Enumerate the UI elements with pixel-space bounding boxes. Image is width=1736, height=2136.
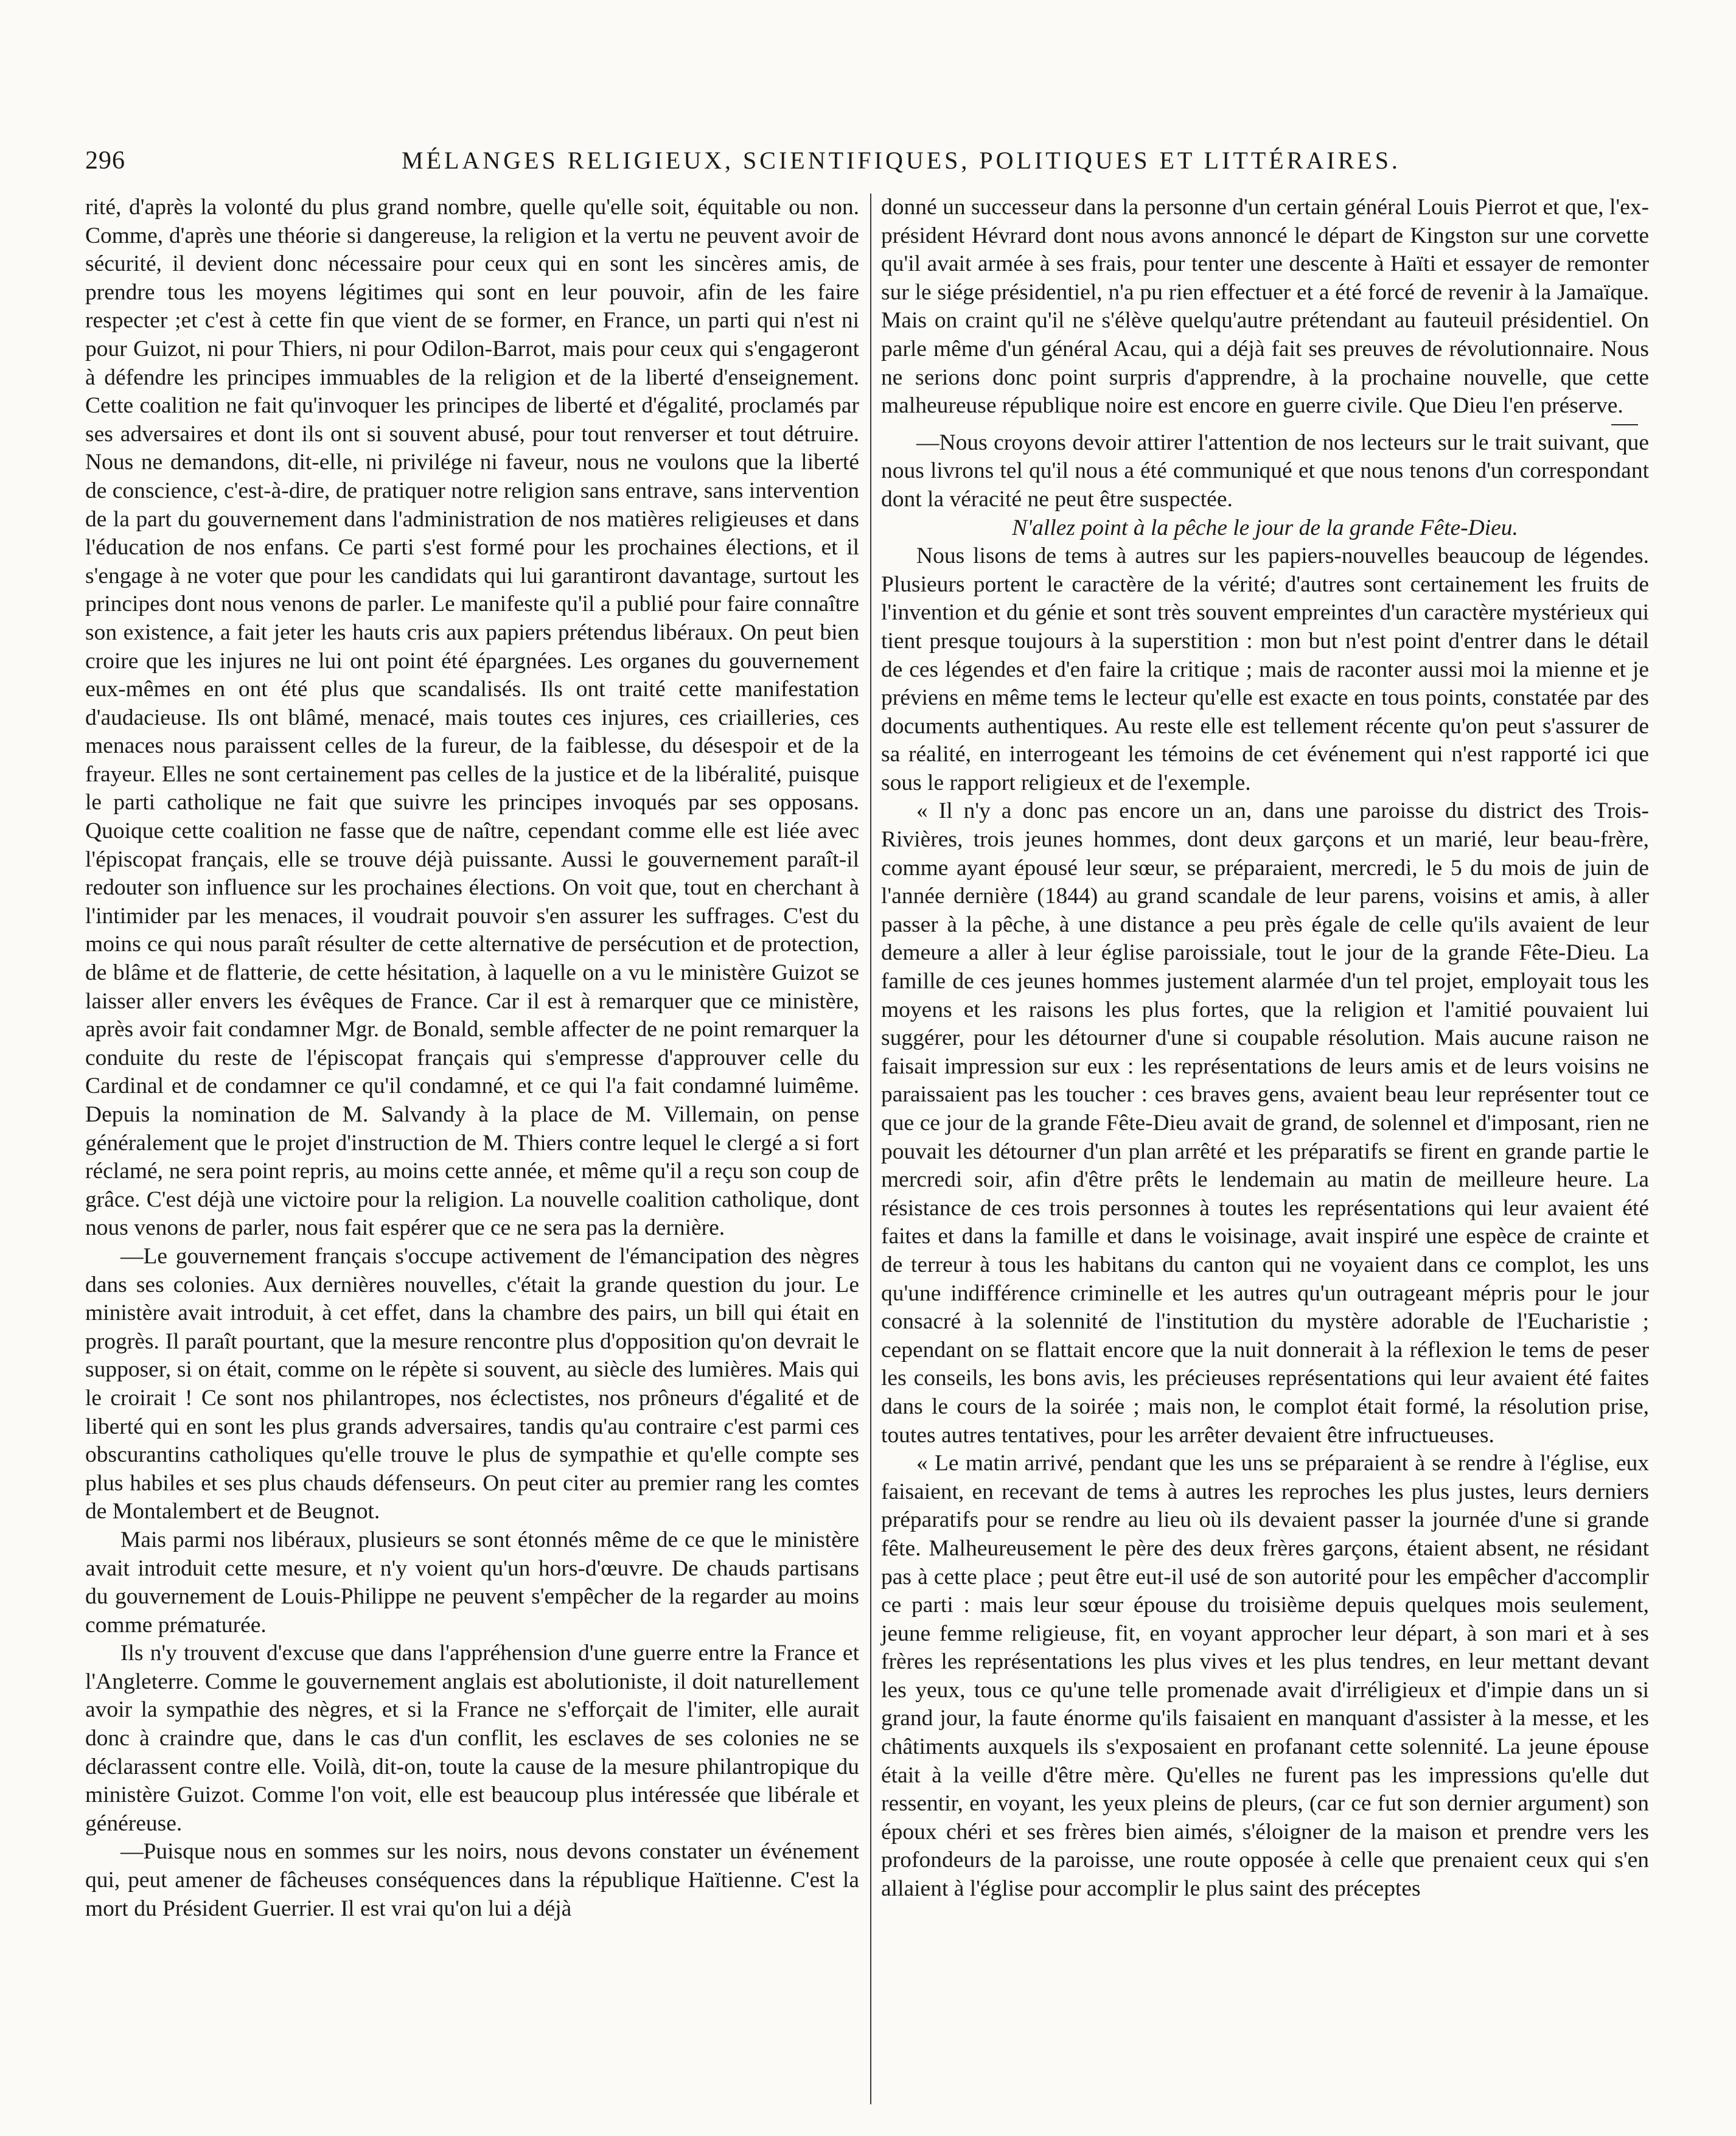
page-header <box>85 146 1643 183</box>
paragraph: Ils n'y trouvent d'excuse que dans l'appréhension d'une guerre entre la France et l'Angleterre. Comme le gouvernement anglais est abolutioniste, il doit naturellement avoir la sympathie des nègres, et si la France ne s'efforçait de l'imiter, elle aurait donc à craindre que, dans le cas d'un conflit, les esclaves de ses colonies ne se déclarassent contre elle. Voilà, dit-on, toute la cause de la mesure philantropique du ministère Guizot. Comme l'on voit, elle est beaucoup plus intéressée que libérale et généreuse. <box>85 1641 859 1836</box>
right-column <box>881 194 1649 1904</box>
story-title: N'allez point à la pêche le jour de la grande Fête-Dieu. <box>1012 515 1518 540</box>
paragraph: donné un successeur dans la personne d'un certain général Louis Pierrot et que, l'ex-président Hévrard dont nous avons annoncé le départ de Kingston sur une corvette qu'il avait armée à ses frais, pour tenter une descente à Haïti et essayer de remonter sur le siége présidentiel, n'a pu rien effectuer et a été forcé de revenir à la Jamaïque. Mais on craint qu'il ne s'élève quelqu'autre prétendant au fauteuil présidentiel. On parle même d'un général Acau, qui a déjà fait ses preuves de révolutionnaire. Nous ne serions donc point surpris d'apprendre, à la prochaine nouvelle, que cette malheureuse république noire est encore en guerre civile. Que Dieu l'en préserve. <box>881 195 1649 419</box>
paragraph: « Le matin arrivé, pendant que les uns se préparaient à se rendre à l'église, eux faisaient, en recevant de tems à autres les reproches les plus justes, leurs derniers préparatifs pour se rendre au lieu où ils devaient passer la journée d'une si grande fête. Malheureusement le père des deux frères garçons, étaient absent, ne résidant pas à cette place ; peut être eut-il usé de son autorité pour les empêcher d'accomplir ce parti : mais leur sœur épouse du troisième depuis quelques mois seulement, jeune femme religieuse, fit, en voyant approcher leur départ, à son mari et à ses frères les représentations les plus vives et les plus tendres, en leur mettant devant les yeux, tous ce qu'une telle promenade avait d'irréligieux et d'impie dans un si grand jour, la faute énorme qu'ils faisaient en manquant d'assister à la messe, et les châtiments auxquels ils s'exposaient en profanant cette solennité. La jeune épouse était à la veille d'être mère. Qu'elles ne furent pas les impressions qu'elle dut ressentir, en voyant, les yeux pleins de pleurs, (car ce fut son dernier argument) son époux chéri et ses frères bien aimés, s'éloigner de la maison et prendre vers les profondeurs de la paroisse, une route opposée à celle que prenaient ceux qui s'en allaient à l'église pour accomplir le plus saint des préceptes <box>881 1451 1649 1902</box>
running-title: MÉLANGES RELIGIEUX, SCIENTIFIQUES, POLITIQUES ET LITTÉRAIRES. <box>402 147 1401 174</box>
paragraph: Mais parmi nos libéraux, plusieurs se sont étonnés même de ce que le ministère avait introduit cette mesure, et n'y voient qu'un hors-d'œuvre. De chauds partisans du gouvernement de Louis-Philippe ne peuvent s'empêcher de la regarder au moins comme prématurée. <box>85 1527 859 1638</box>
paragraph: —Nous croyons devoir attirer l'attention de nos lecteurs sur le trait suivant, que nous livrons tel qu'il nous a été communiqué et que nous tenons d'un correspondant dont la véracité ne peut être suspectée. <box>881 430 1649 512</box>
section-divider <box>1611 424 1638 425</box>
paragraph: rité, d'après la volonté du plus grand nombre, quelle qu'elle soit, équitable ou non. Comme, d'après une théorie si dangereuse, la religion et la vertu ne peuvent avoir de sécurité, il devient donc nécessaire pour ceux qui en sont les sincères amis, de prendre tous les moyens légitimes qui sont en leur pouvoir, afin de les faire respecter ;et c'est à cette fin que vient de se former, en France, un parti qui n'est ni pour Guizot, ni pour Thiers, ni pour Odilon-Barrot, mais pour ceux qui s'engageront à défendre les principes immuables de la religion et de la liberté d'enseignement. Cette coalition ne fait qu'invoquer les principes de liberté et d'égalité, proclamés par ses adversaires et dont ils ont si souvent abusé, pour tout renverser et tout détruire. Nous ne demandons, dit-elle, ni privilége ni faveur, nous ne voulons que la liberté de conscience, c'est-à-dire, de pratiquer notre religion sans entrave, sans intervention de la part du gouvernement dans l'administration de nos matières religieuses et dans l'éducation de nos enfans. Ce parti s'est formé pour les prochaines élections, et il s'engage à ne voter que pour les candidats qui lui garantiront davantage, surtout les principes dont nous venons de parler. Le manifeste qu'il a publié pour faire connaître son existence, a fait jeter les hauts cris aux papiers prétendus libéraux. On peut bien croire que les injures ne lui ont point été épargnées. Les organes du gouvernement eux-mêmes en ont été plus que scandalisés. Ils ont traité cette manifestation d'audacieuse. Ils ont blâmé, menacé, mais toutes ces injures, ces criailleries, ces menaces nous paraissent celles de la fureur, de la faiblesse, du désespoir et de la frayeur. Elles ne sont certainement pas celles de la justice et de la libéralité, puisque le parti catholique ne fait que suivre les principes invoqués par ses opposans. Quoique cette coalition ne fasse que de naître, cependant comme elle est liée avec l'épiscopat français, elle se trouve déjà puissante. Aussi le gouvernement paraît-il redouter son influence sur les prochaines élections. On voit que, tout en cherchant à l'intimider par les menaces, il voudrait pouvoir s'en assurer les suffrages. C'est du moins ce qui nous paraît résulter de cette alternative de persécution et de protection, de blâme et de flatterie, de cette hésitation, à laquelle on a vu le ministère Guizot se laisser aller envers les évêques de France. Car il est à remarquer que ce ministère, après avoir fait condamner Mgr. de Bonald, semble affecter de ne point remarquer la conduite du reste de l'épiscopat français qui s'empresse d'approuver celle du Cardinal et de condamner ce qu'il condamné, et ce qui l'a fait condamné luimême. Depuis la nomination de M. Salvandy à la place de M. Villemain, on pense généralement que le projet d'instruction de M. Thiers contre lequel le clergé a si fort réclamé, ne sera point repris, au moins cette année, et même qu'il a reçu son coup de grâce. C'est déjà une victoire pour la religion. La nouvelle coalition catholique, dont nous venons de parler, nous fait espérer que ce ne sera pas la dernière. <box>85 195 859 1241</box>
page-number: 296 <box>85 147 125 175</box>
left-column <box>85 194 859 1923</box>
paragraph: « Il n'y a donc pas encore un an, dans une paroisse du district des Trois-Rivières, trois jeunes hommes, dont deux garçons et un marié, leur beau-frère, comme ayant épousé leur sœur, se préparaient, mercredi, le 5 du mois de juin de l'année dernière (1844) au grand scandale de leur parens, voisins et amis, à aller passer à la pêche, à une distance a peu près égale de celle qu'ils avaient de leur demeure a aller à leur église paroissiale, tout le jour de la grande Fête-Dieu. La famille de ces jeunes hommes justement alarmée d'un tel projet, employait tous les moyens et les raisons les plus fortes, que la religion et l'amitié pouvaient lui suggérer, pour les détourner d'une si coupable résolution. Mais aucune raison ne faisait impression sur eux : les représentations de leurs amis et de leurs voisins ne paraissaient pas les toucher : ces braves gens, avaient beau leur représenter tout ce que ce jour de la grande Fête-Dieu avait de grand, de solennel et d'imposant, rien ne pouvait les détourner d'un plan arrêté et les préparatifs se firent en grande partie le mercredi soir, afin d'être prêts le lendemain au matin de meilleure heure. La résistance de ces trois personnes à toutes les représentations qui leur avaient été faites et dans la famille et dans le voisinage, avait inspiré une espèce de crainte et de terreur à tous les habitans du canton qui ne voyaient dans ce complot, les uns qu'une indifférence criminelle et les autres qu'un outrageant mépris pour le jour consacré à la solennité de l'institution du mystère adorable de l'Eucharistie ; cependant on se flattait encore que la nuit donnerait à la réflexion le tems de peser les conseils, les bons avis, les précieuses représentations qui leur avaient été faites dans le cours de la soirée ; mais non, le complot était formé, la résolution prise, toutes autres tentatives, pour les arrêter devaient être infructueuses. <box>881 798 1649 1448</box>
paragraph: —Le gouvernement français s'occupe activement de l'émancipation des nègres dans ses colonies. Aux dernières nouvelles, c'était la grande question du jour. Le ministère avait introduit, à cet effet, dans la chambre des pairs, un bill qui était en progrès. Il paraît pourtant, que la mesure rencontre plus d'opposition qu'on devrait le supposer, si on était, comme on le répète si souvent, au siècle des lumières. Mais qui le croirait ! Ce sont nos philantropes, nos éclectistes, nos prôneurs d'égalité et de liberté qui en sont les plus grands adversaires, tandis qu'au contraire c'est parmi ces obscurantins catholiques qu'elle trouve le plus de sympathie et qu'elle compte ses plus habiles et ses plus chauds défenseurs. On peut citer au premier rang les comtes de Montalembert et de Beugnot. <box>85 1243 859 1524</box>
paragraph: Nous lisons de tems à autres sur les papiers-nouvelles beaucoup de légendes. Plusieurs portent le caractère de la vérité; d'autres sont certainement les fruits de l'invention et du génie et sont très souvent empreintes d'un caractère mystérieux qui tient presque toujours à la superstition : mon but n'est point d'entrer dans le détail de ces légendes et d'en faire la critique ; mais de raconter aussi moi la mienne et je préviens en même tems le lecteur qu'elle est exacte en tous points, constatée par des documents authentiques. Au reste elle est tellement récente qu'on peut s'assurer de sa réalité, en interrogeant les témoins de cet événement qui n'est rapporté ici que sous le rapport religieux et de l'exemple. <box>881 543 1649 795</box>
column-divider <box>870 194 871 2104</box>
paragraph: —Puisque nous en sommes sur les noirs, nous devons constater un événement qui, peut amener de fâcheuses conséquences dans la république Haïtienne. C'est la mort du Président Guerrier. Il est vrai qu'on lui a déjà <box>85 1839 859 1921</box>
